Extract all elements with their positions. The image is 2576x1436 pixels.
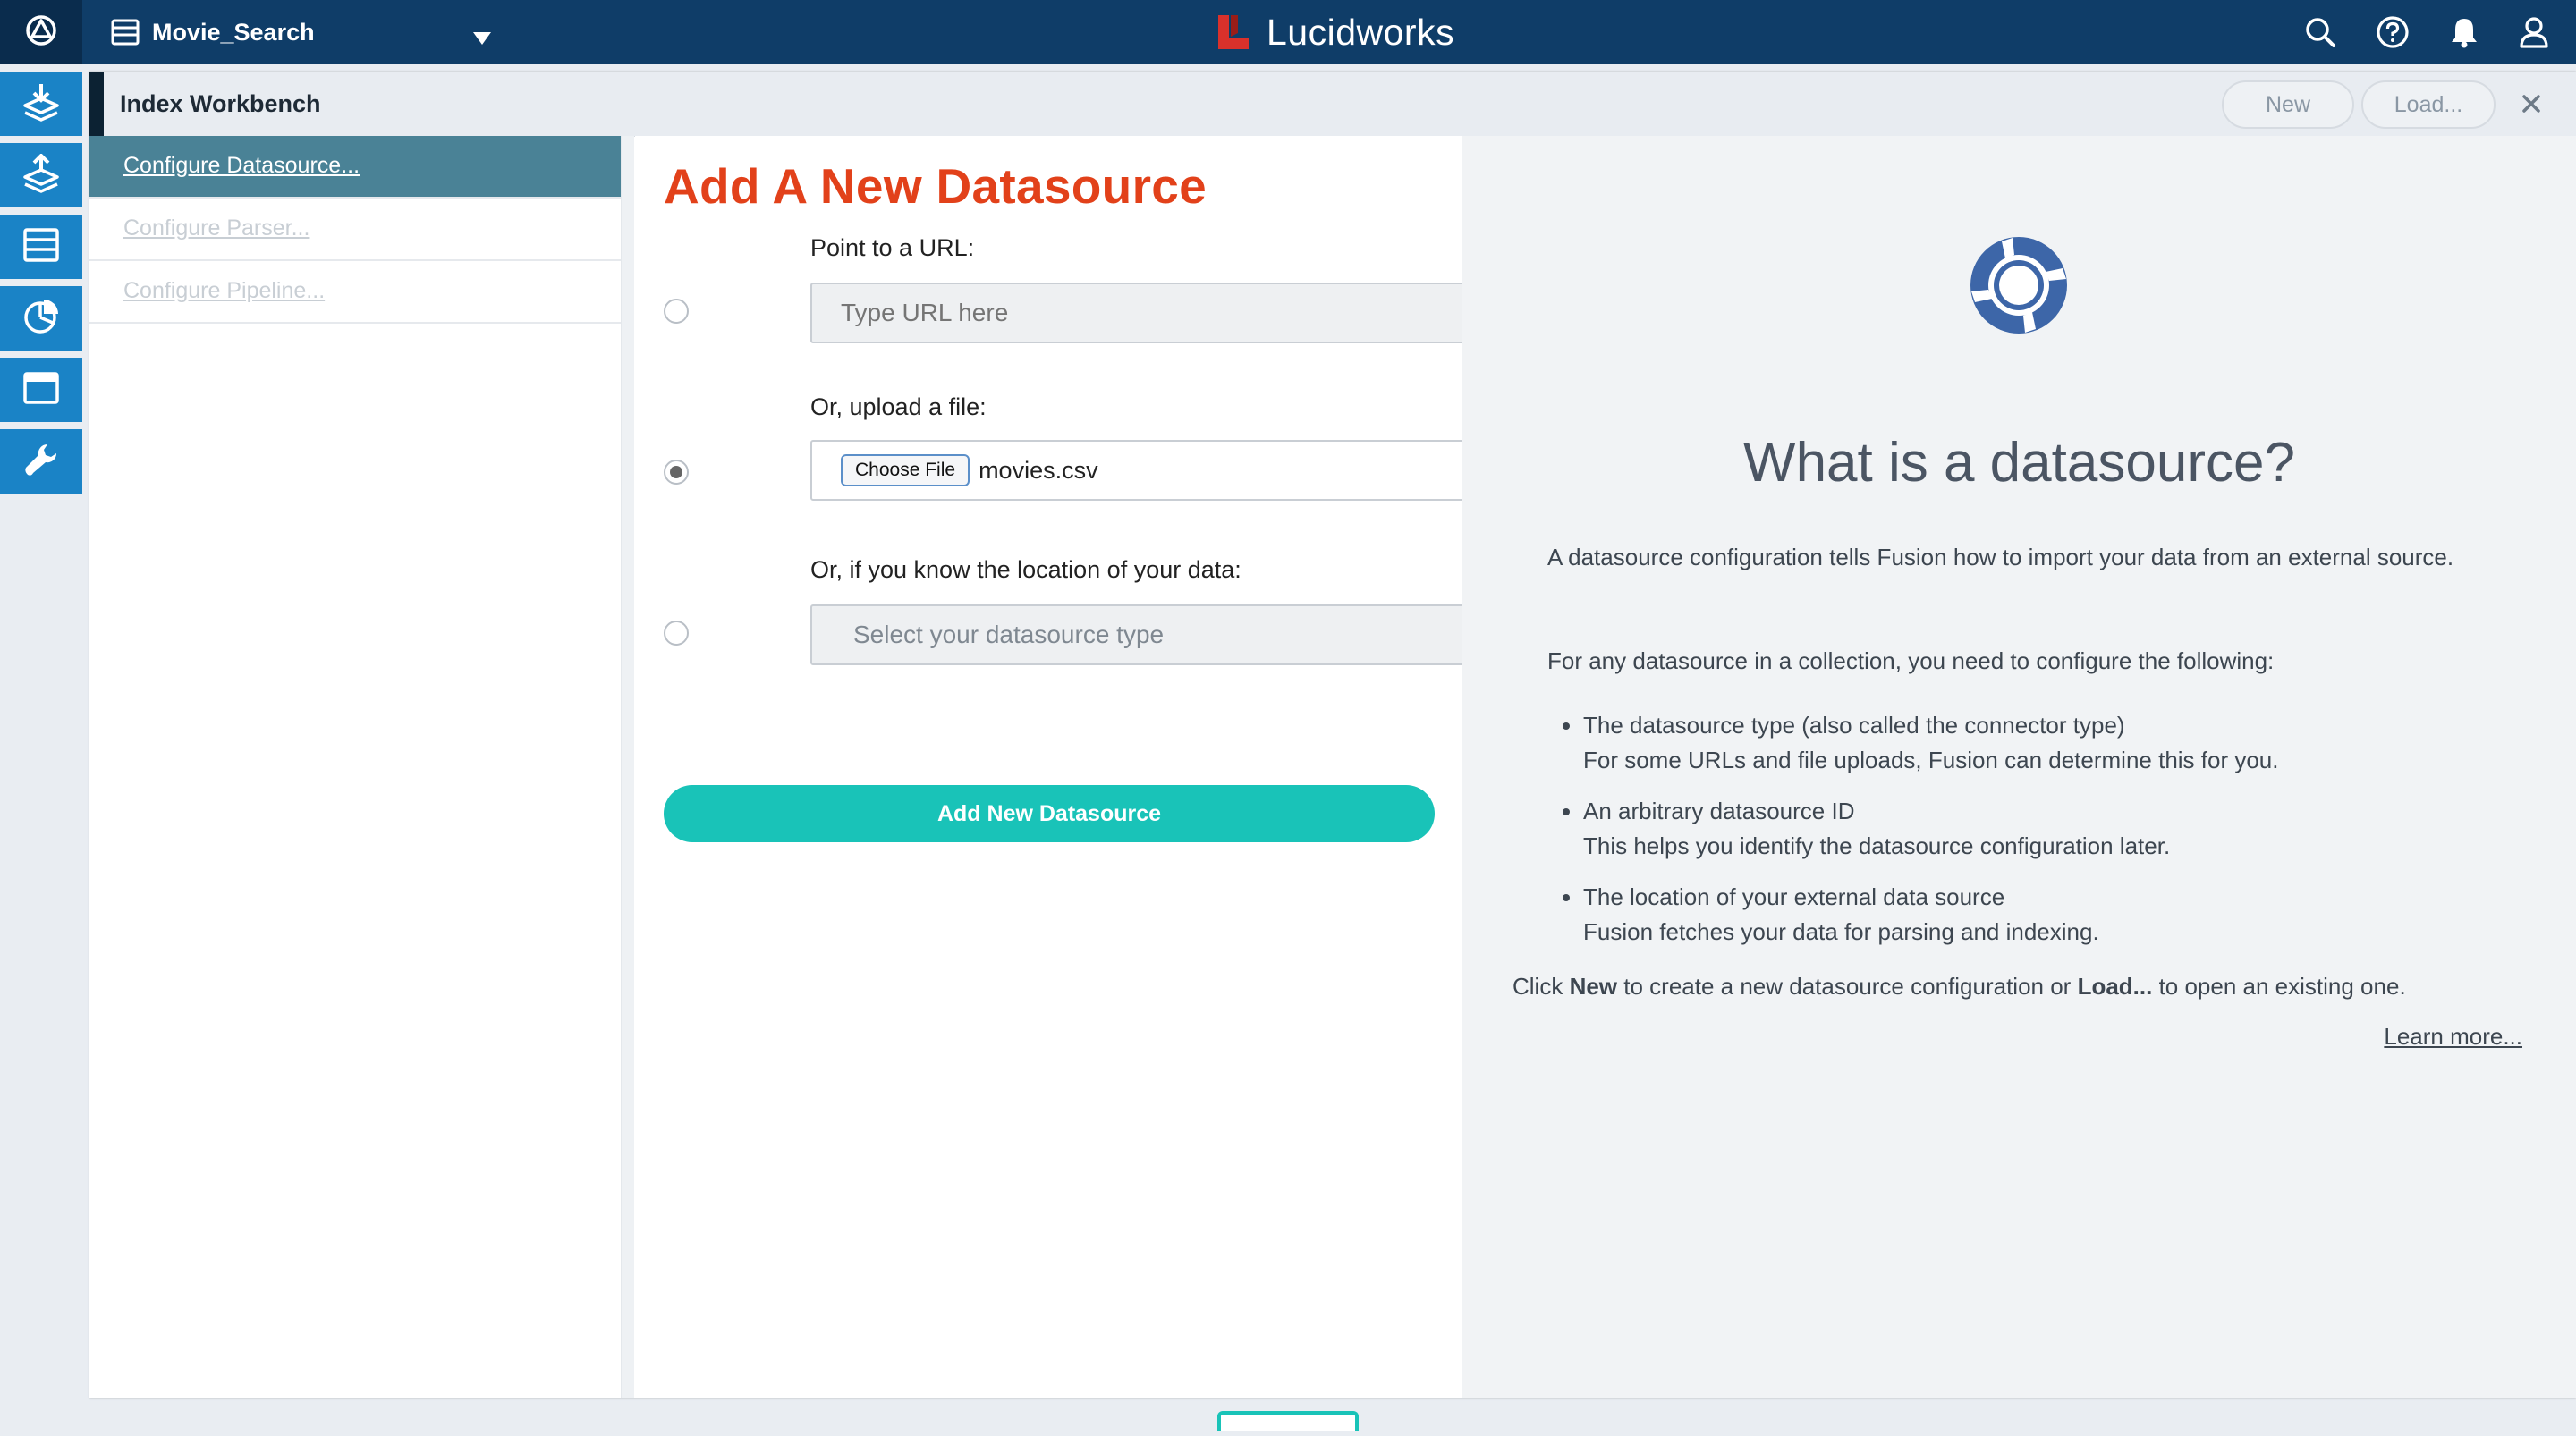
- info-lead: For any datasource in a collection, you need to configure the following:: [1547, 647, 2275, 674]
- collections-icon: [22, 227, 60, 267]
- rail-index-workbench[interactable]: [0, 72, 82, 136]
- rail-collections[interactable]: [0, 215, 82, 279]
- footer-load: Load...: [2077, 973, 2153, 1000]
- load-button[interactable]: Load...: [2361, 80, 2496, 129]
- collection-picker[interactable]: [111, 0, 315, 64]
- url-label: Point to a URL:: [810, 234, 975, 261]
- workbench-steps: [89, 136, 622, 1398]
- step-configure-parser[interactable]: Configure Parser...: [89, 199, 621, 261]
- list-item-head: • The location of your external data source: [1583, 883, 2005, 910]
- user-icon[interactable]: [2519, 16, 2549, 48]
- location-label: Or, if you know the location of your data:: [810, 556, 1241, 583]
- lifebuoy-icon: [1968, 234, 2070, 341]
- step-configure-pipeline[interactable]: Configure Pipeline...: [89, 261, 621, 324]
- info-list: [1547, 708, 2522, 966]
- top-icons: [2304, 0, 2549, 64]
- info-intro: A datasource configuration tells Fusion how to import your data from an external source.: [1547, 544, 2454, 570]
- app-studio-icon: [22, 371, 60, 410]
- panel-divider: [622, 136, 634, 1398]
- collection-icon: [111, 19, 140, 46]
- datasource-type-select[interactable]: [810, 604, 1524, 665]
- location-radio[interactable]: [664, 621, 689, 646]
- datasource-form: [635, 136, 1462, 1398]
- footer-text: to create a new datasource configuration or: [1617, 973, 2078, 1000]
- lucidworks-logo-icon: [1213, 12, 1254, 53]
- file-name: movies.csv: [979, 457, 1098, 484]
- left-rail: [0, 72, 82, 501]
- index-workbench-panel: [89, 72, 2576, 1398]
- footer-new: New: [1569, 973, 1618, 1000]
- close-icon[interactable]: [2513, 86, 2549, 122]
- analytics-icon: [22, 298, 60, 340]
- wrench-icon: [22, 441, 60, 483]
- fusion-logo-button[interactable]: [0, 0, 82, 64]
- info-panel: [1462, 136, 2576, 1398]
- step-configure-datasource[interactable]: Configure Datasource...: [89, 136, 621, 199]
- list-item: [1583, 708, 2522, 778]
- notifications-bell-icon[interactable]: [2449, 16, 2479, 48]
- file-upload-field: [810, 440, 1524, 501]
- list-item: [1583, 880, 2522, 950]
- brand-name: Lucidworks: [1267, 11, 1455, 53]
- list-item: [1583, 794, 2522, 864]
- choose-file-button[interactable]: Choose File: [841, 454, 970, 486]
- workbench-title: Index Workbench: [120, 90, 321, 117]
- url-radio[interactable]: [664, 299, 689, 324]
- upload-radio[interactable]: [664, 460, 689, 485]
- list-item-head: • The datasource type (also called the connector type): [1583, 712, 2125, 739]
- info-title: What is a datasource?: [1743, 432, 2295, 494]
- bottom-drawer-handle[interactable]: [1217, 1411, 1359, 1431]
- list-item-sub: Fusion fetches your data for parsing and indexing.: [1583, 918, 2099, 945]
- fusion-logo-icon: [25, 14, 57, 51]
- header-accent: [89, 72, 104, 136]
- help-icon[interactable]: [2376, 15, 2410, 49]
- top-bar: [0, 0, 2576, 64]
- info-footer: [1513, 969, 2541, 1004]
- brand: [1213, 0, 1454, 64]
- add-new-datasource-button[interactable]: Add New Datasource: [664, 785, 1435, 842]
- index-workbench-icon: [21, 82, 61, 126]
- list-item-sub: For some URLs and file uploads, Fusion can determine this for you.: [1583, 747, 2279, 773]
- workbench-header: [89, 72, 2576, 137]
- list-item-head: • An arbitrary datasource ID: [1583, 798, 1855, 824]
- rail-analytics[interactable]: [0, 286, 82, 351]
- rail-system[interactable]: [0, 429, 82, 494]
- form-title: Add A New Datasource: [664, 158, 1208, 214]
- chevron-down-icon[interactable]: [472, 24, 492, 52]
- search-icon[interactable]: [2304, 16, 2336, 48]
- query-workbench-icon: [21, 154, 61, 198]
- rail-app-studio[interactable]: [0, 358, 82, 422]
- footer-text: Click: [1513, 973, 1570, 1000]
- upload-label: Or, upload a file:: [810, 393, 987, 420]
- rail-query-workbench[interactable]: [0, 143, 82, 207]
- collection-name: Movie_Search: [152, 18, 315, 46]
- learn-more-link[interactable]: Learn more...: [2384, 1023, 2522, 1050]
- select-placeholder: Select your datasource type: [853, 621, 1165, 648]
- new-button[interactable]: New: [2222, 80, 2354, 129]
- list-item-sub: This helps you identify the datasource configuration later.: [1583, 832, 2171, 859]
- url-input[interactable]: [810, 283, 1524, 343]
- footer-text: to open an existing one.: [2152, 973, 2406, 1000]
